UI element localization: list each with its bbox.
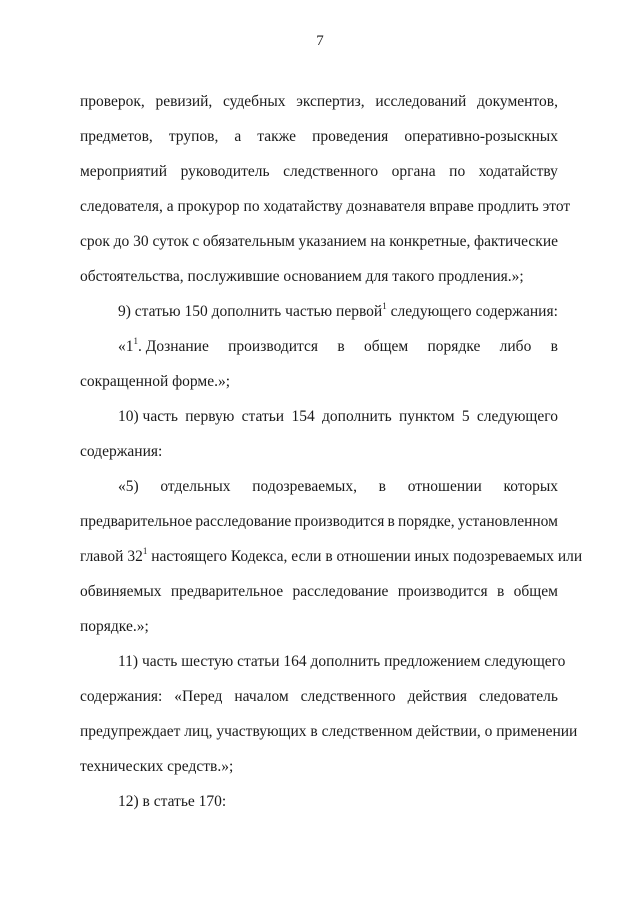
word: 9) статью (118, 303, 181, 320)
text-line (80, 294, 558, 329)
word: порядке (427, 338, 481, 355)
word: мероприятий (80, 163, 168, 180)
text-line (80, 329, 558, 364)
word: действия (407, 688, 468, 705)
text-line: 12) в статье 170: (118, 793, 227, 810)
word: обязательным (202, 233, 295, 250)
word: предметов, (80, 128, 153, 145)
word: «$1^1$. Дознание (118, 335, 209, 355)
word: следующего (390, 303, 472, 320)
word: отдельных (160, 478, 231, 495)
document-body (80, 84, 583, 819)
word: предварительное (170, 583, 284, 600)
word: в (337, 338, 345, 355)
word: «5) (118, 478, 139, 495)
text-line (80, 224, 558, 259)
word: расследование (195, 513, 292, 530)
text-line (80, 469, 558, 504)
text-line: обстоятельства, послужившие основанием для такого продления.»; (80, 268, 524, 285)
text-line (80, 504, 558, 539)
word: отношении (407, 478, 482, 495)
word: обвиняемых (80, 583, 162, 600)
text-line (80, 119, 558, 154)
word: а (234, 128, 242, 145)
word: предварительное (80, 513, 193, 530)
word: в (496, 583, 505, 600)
word: в (387, 513, 395, 530)
text-line (80, 399, 558, 434)
word: документов, (476, 93, 558, 110)
word: оперативно-розыскных (404, 128, 558, 145)
text-line: технических средств.»; (80, 758, 234, 775)
word: следующего (476, 408, 558, 425)
word: органа (391, 163, 436, 180)
text-line: предупреждает лиц, участвующих в следственном действии, о применении (80, 723, 578, 740)
word: пунктом (399, 408, 455, 425)
word: экспертиз, (296, 93, 365, 110)
word: содержания: (80, 688, 163, 705)
word: конкретные, (389, 233, 471, 250)
word: частью (285, 303, 333, 320)
word: следственного (300, 688, 396, 705)
word: ревизий, (155, 93, 213, 110)
word: в (378, 478, 386, 495)
word: 10) часть (118, 408, 178, 425)
word: фактические (474, 233, 558, 250)
word: трупов, (168, 128, 219, 145)
word: началом (234, 688, 289, 705)
text-line: сокращенной форме.»; (80, 373, 231, 390)
word: содержания: (475, 303, 558, 320)
word: судебных (222, 93, 286, 110)
word: проверок, (80, 93, 145, 110)
word: 154 (291, 408, 315, 425)
word: в (550, 338, 558, 355)
text-line (80, 84, 558, 119)
word: подозреваемых, (252, 478, 357, 495)
word: которых (503, 478, 558, 495)
word: статьи (241, 408, 285, 425)
word: ходатайству (478, 163, 558, 180)
text-line: следователя, а прокурор по ходатайству дознавателя вправе продлить этот (80, 198, 571, 215)
text-line: 11) часть шестую статьи 164 дополнить предложением следующего (118, 653, 566, 670)
word: общем (513, 583, 558, 600)
word: производится (228, 338, 319, 355)
word: по (449, 163, 466, 180)
word: первую (185, 408, 235, 425)
word: либо (499, 338, 532, 355)
word: руководитель (180, 163, 270, 180)
word: первой$^1$ (336, 300, 387, 320)
text-line: порядке.»; (80, 618, 149, 635)
word: на (370, 233, 386, 250)
word: исследований (375, 93, 467, 110)
text-line: главой $32^1$ настоящего Кодекса, если в отношении иных подозреваемых или (80, 545, 583, 565)
word: дополнить (322, 408, 392, 425)
word: порядке, (397, 513, 455, 530)
word: дополнить (211, 303, 282, 320)
word: производится (294, 513, 385, 530)
text-line (80, 679, 558, 714)
text-line (80, 574, 558, 609)
text-line: содержания: (80, 443, 163, 460)
word: следователь (479, 688, 558, 705)
word: общем (363, 338, 409, 355)
text-line (80, 154, 558, 189)
word: также (257, 128, 297, 145)
word: расследование (292, 583, 389, 600)
word: производится (397, 583, 488, 600)
word: срок (80, 233, 110, 250)
word: проведения (312, 128, 389, 145)
page-number: 7 (316, 33, 324, 49)
word: с (192, 233, 200, 250)
word: 5 (461, 408, 470, 425)
word: до 30 суток (113, 233, 189, 250)
word: 150 (184, 303, 208, 320)
word: «Перед (174, 688, 223, 705)
word: указанием (298, 233, 367, 250)
word: установленном (457, 513, 558, 530)
word: следственного (283, 163, 379, 180)
